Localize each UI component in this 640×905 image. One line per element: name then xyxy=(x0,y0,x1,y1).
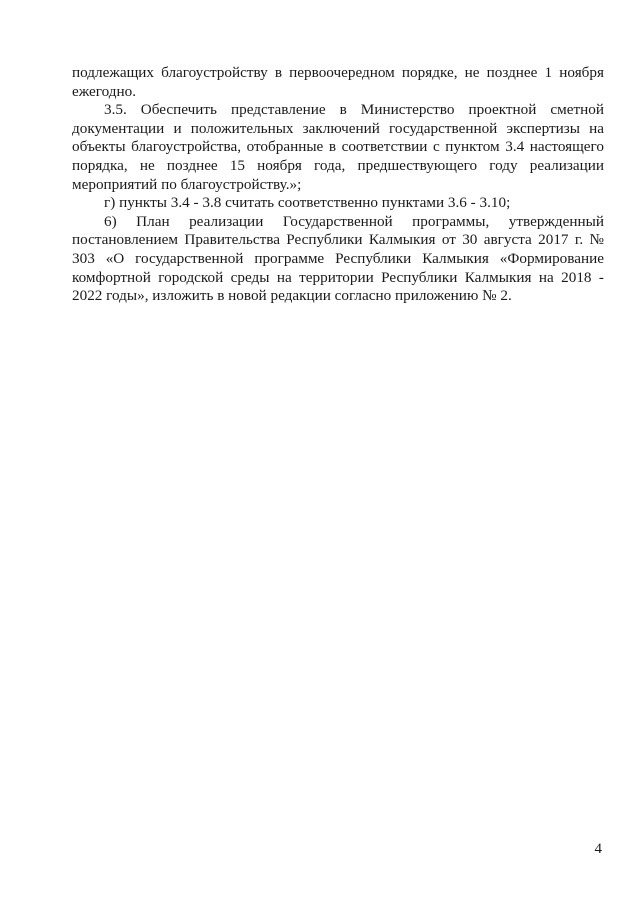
page-number: 4 xyxy=(594,841,602,857)
paragraph-item-6: 6) План реализации Государственной программы, утвержденный постановлением Правительства Республики Калмыкия от 30 августа 2017 г. № 303 «О государственной программе Республики Калмыкия «Формирование комфортной городской среды на территории Республики Калмыкия на 2018 - 2022 годы», изложить в новой редакции согласно приложению № 2. xyxy=(72,212,604,305)
paragraph-item-3-5: 3.5. Обеспечить представление в Министерство проектной сметной документации и положительных заключений государственной экспертизы на объекты благоустройства, отобранные в соответствии с пунктом 3.4 настоящего порядка, не позднее 15 ноября года, предшествующего году реализации мероприятий по благоустройству.»; xyxy=(72,101,604,193)
paragraph-continuation: подлежащих благоустройству в первоочередном порядке, не позднее 1 ноября ежегодно. xyxy=(72,64,604,100)
document-body xyxy=(72,64,604,306)
paragraph-item-g: г) пункты 3.4 - 3.8 считать соответственно пунктами 3.6 - 3.10; xyxy=(104,194,511,212)
